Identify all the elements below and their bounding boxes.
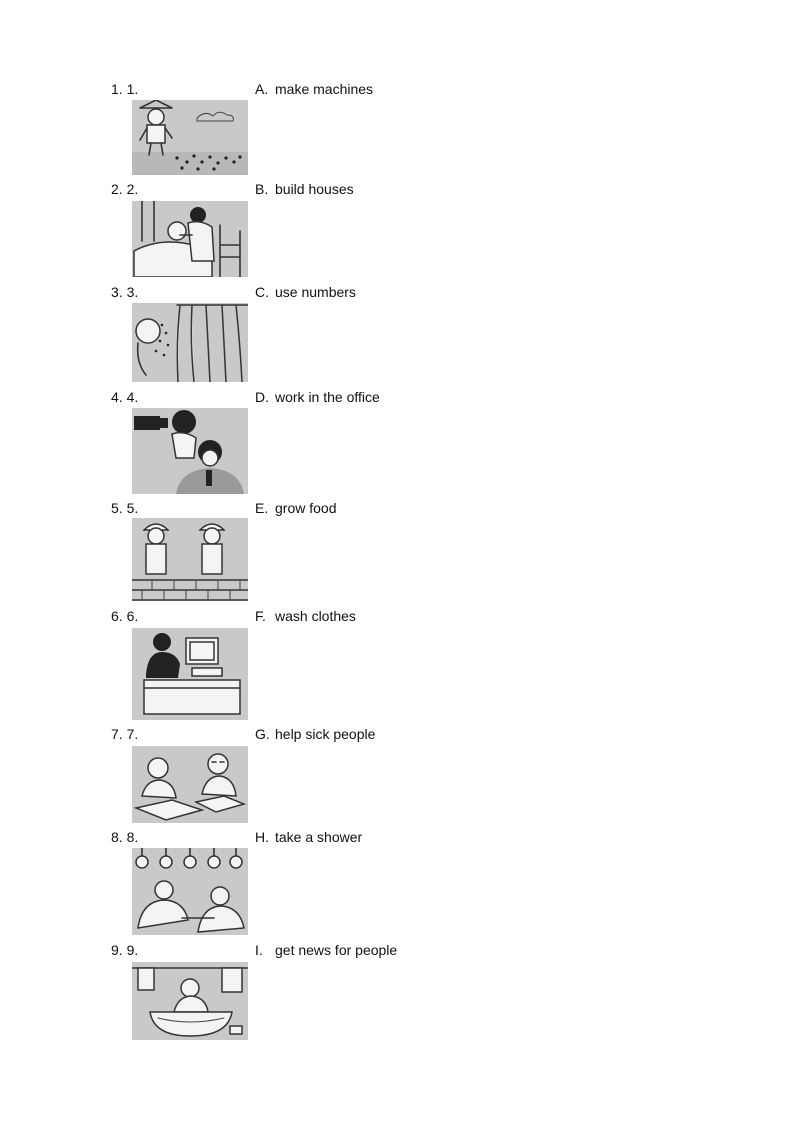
item-number-2: 2. 2. bbox=[111, 181, 139, 197]
item-number-5: 5. 5. bbox=[111, 500, 139, 516]
office-worker-icon bbox=[132, 628, 248, 720]
option-letter: H. bbox=[255, 829, 269, 845]
builders-icon bbox=[132, 518, 248, 601]
option-i bbox=[255, 942, 397, 958]
farmer-icon bbox=[132, 100, 248, 175]
option-text: take a shower bbox=[275, 829, 363, 845]
item-number-1: 1. 1. bbox=[111, 81, 139, 97]
option-letter: F. bbox=[255, 608, 266, 624]
option-letter: I. bbox=[255, 942, 263, 958]
item-number-6: 6. 6. bbox=[111, 608, 139, 624]
option-letter: A. bbox=[255, 81, 269, 97]
option-text: make machines bbox=[275, 81, 374, 97]
shower-icon bbox=[132, 303, 248, 382]
option-c bbox=[255, 284, 356, 300]
option-letter: G. bbox=[255, 726, 270, 742]
factory-workers-icon bbox=[132, 848, 248, 935]
option-a bbox=[255, 81, 373, 97]
students-icon bbox=[132, 746, 248, 823]
item-number-3: 3. 3. bbox=[111, 284, 139, 300]
option-f bbox=[255, 608, 356, 624]
option-h bbox=[255, 829, 362, 845]
option-letter: C. bbox=[255, 284, 269, 300]
doctor-icon bbox=[132, 201, 248, 277]
option-text: wash clothes bbox=[275, 608, 356, 624]
item-number-9: 9. 9. bbox=[111, 942, 139, 958]
option-b bbox=[255, 181, 354, 197]
item-number-4: 4. 4. bbox=[111, 389, 139, 405]
option-text: grow food bbox=[275, 500, 337, 516]
option-text: use numbers bbox=[275, 284, 356, 300]
option-letter: E. bbox=[255, 500, 269, 516]
option-letter: B. bbox=[255, 181, 269, 197]
option-letter: D. bbox=[255, 389, 269, 405]
option-g bbox=[255, 726, 375, 742]
option-text: work in the office bbox=[275, 389, 380, 405]
option-e bbox=[255, 500, 336, 516]
item-number-7: 7. 7. bbox=[111, 726, 139, 742]
reporter-icon bbox=[132, 408, 248, 494]
option-text: build houses bbox=[275, 181, 354, 197]
option-text: get news for people bbox=[275, 942, 398, 958]
option-d bbox=[255, 389, 380, 405]
laundry-icon bbox=[132, 962, 248, 1040]
item-number-8: 8. 8. bbox=[111, 829, 139, 845]
option-text: help sick people bbox=[275, 726, 376, 742]
